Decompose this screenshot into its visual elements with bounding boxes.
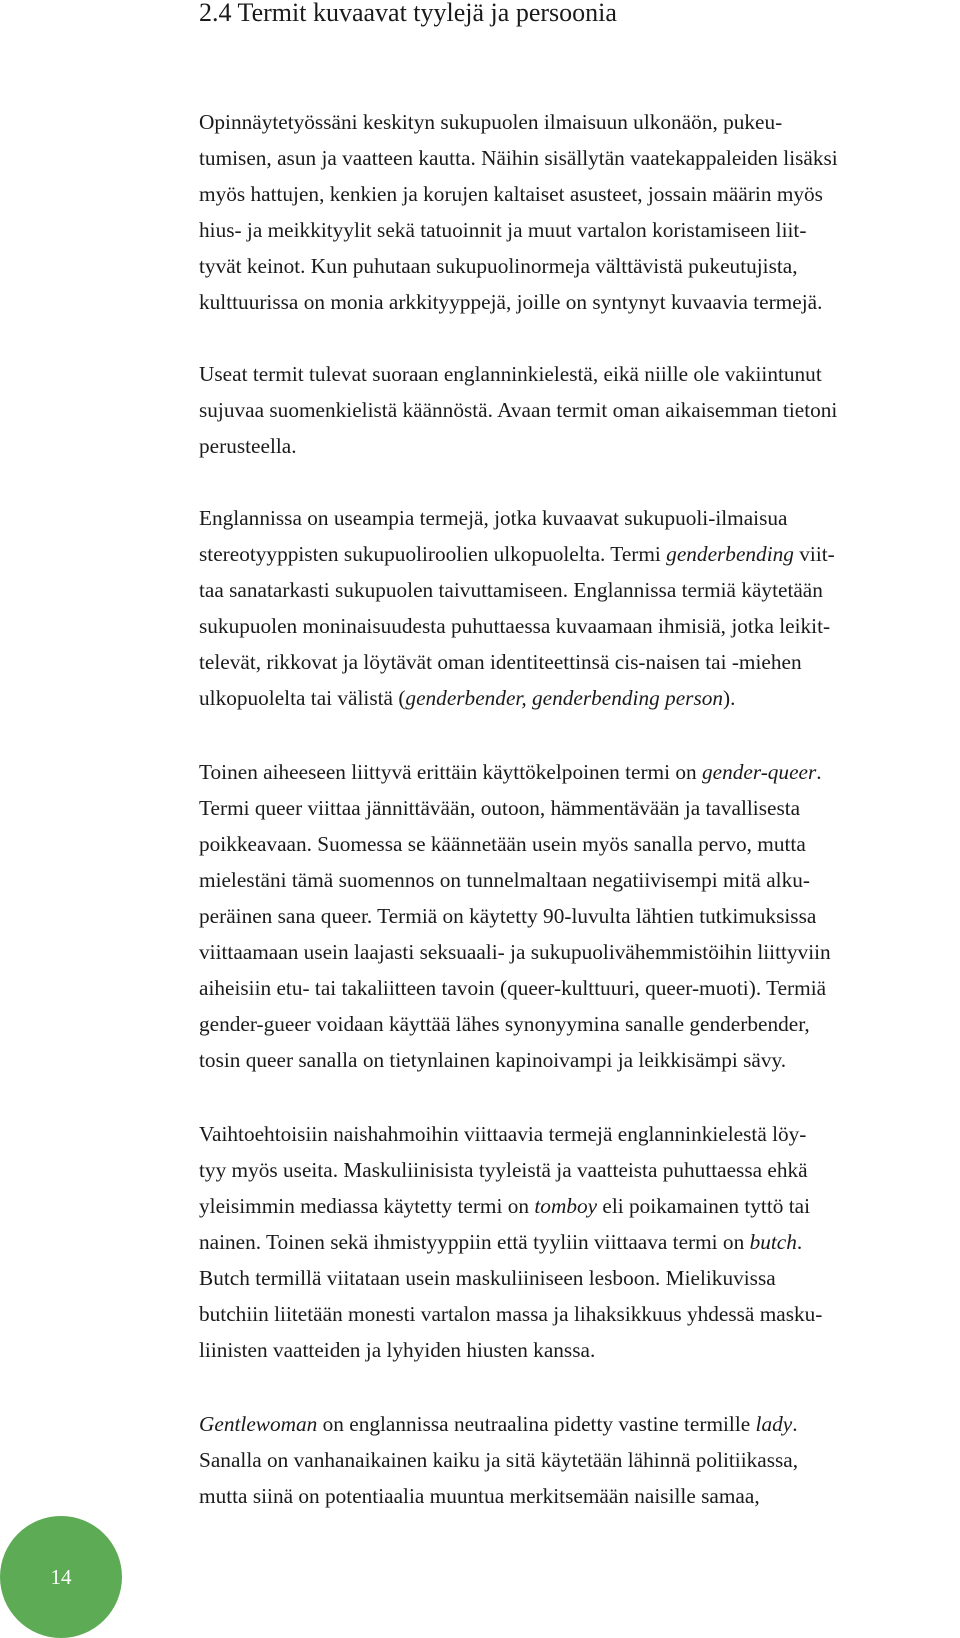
text-line: taa sanatarkasti sukupuolen taivuttamiseen. Englannissa termiä käytetään <box>199 578 823 602</box>
text-line: Vaihtoehtoisiin naishahmoihin viittaavia termejä englanninkielestä löy- <box>199 1122 807 1146</box>
paragraph <box>199 500 960 716</box>
paragraph <box>199 1116 960 1368</box>
text-line: poikkeavaan. Suomessa se käännetään usein myös sanalla pervo, mutta <box>199 832 806 856</box>
text-line: Useat termit tulevat suoraan englanninkielestä, eikä niille ole vakiintunut <box>199 362 822 386</box>
paragraph <box>199 356 960 464</box>
text-line: sukupuolen moninaisuudesta puhuttaessa kuvaamaan ihmisiä, jotka leikit- <box>199 614 831 638</box>
paragraph <box>199 754 960 1078</box>
paragraph <box>199 104 960 320</box>
text-line: myös hattujen, kenkien ja korujen kaltaiset asusteet, jossain määrin myös <box>199 182 823 206</box>
text-line: sujuvaa suomenkielistä käännöstä. Avaan termit oman aikaisemman tietoni <box>199 398 838 422</box>
text-line: tyy myös useita. Maskuliinisista tyyleistä ja vaatteista puhuttaessa ehkä <box>199 1158 808 1182</box>
text-line: televät, rikkovat ja löytävät oman identiteettinsä cis-naisen tai -miehen <box>199 650 802 674</box>
text-line: tumisen, asun ja vaatteen kautta. Näihin sisällytän vaatekappaleiden lisäksi <box>199 146 838 170</box>
body-text <box>199 104 960 1550</box>
section-heading: 2.4 Termit kuvaavat tyylejä ja persoonia <box>199 0 617 27</box>
text-line: nainen. Toinen sekä ihmistyyppiin että tyyliin viittaava termi on butch. <box>199 1230 803 1254</box>
text-line: Sanalla on vanhanaikainen kaiku ja sitä käytetään lähinnä politiikassa, <box>199 1448 799 1472</box>
text-line: gender-gueer voidaan käyttää lähes synonyymina sanalle genderbender, <box>199 1012 810 1036</box>
text-line: kulttuurissa on monia arkkityyppejä, joille on syntynyt kuvaavia termejä. <box>199 290 823 314</box>
text-line: ulkopuolelta tai välistä (genderbender, genderbending person). <box>199 686 736 710</box>
page-number-badge <box>0 1516 122 1638</box>
text-line: yleisimmin mediassa käytetty termi on tomboy eli poikamainen tyttö tai <box>199 1194 810 1218</box>
text-line: butchiin liitetään monesti vartalon massa ja lihaksikkuus yhdessä masku- <box>199 1302 823 1326</box>
text-line: Butch termillä viitataan usein maskuliiniseen lesboon. Mielikuvissa <box>199 1266 776 1290</box>
text-line: peräinen sana queer. Termiä on käytetty 90-luvulta lähtien tutkimuksissa <box>199 904 817 928</box>
page-number: 14 <box>50 1564 72 1589</box>
paragraph <box>199 1406 960 1514</box>
text-line: aiheisiin etu- tai takaliitteen tavoin (queer-kulttuuri, queer-muoti). Termiä <box>199 976 827 1000</box>
text-line: perusteella. <box>199 434 297 458</box>
text-line: Termi queer viittaa jännittävään, outoon, hämmentävään ja tavallisesta <box>199 796 801 820</box>
text-line: tyvät keinot. Kun puhutaan sukupuolinormeja välttävistä pukeutujista, <box>199 254 798 278</box>
text-line: Opinnäytetyössäni keskityn sukupuolen ilmaisuun ulkonäön, pukeu- <box>199 110 783 134</box>
text-line: hius- ja meikkityylit sekä tatuoinnit ja muut vartalon koristamiseen liit- <box>199 218 807 242</box>
text-line: tosin queer sanalla on tietynlainen kapinoivampi ja leikkisämpi sävy. <box>199 1048 787 1072</box>
text-line: stereotyyppisten sukupuoliroolien ulkopuolelta. Termi genderbending viit- <box>199 542 835 566</box>
text-line: Gentlewoman on englannissa neutraalina pidetty vastine termille lady. <box>199 1412 798 1436</box>
text-line: mielestäni tämä suomennos on tunnelmaltaan negatiivisempi mitä alku- <box>199 868 810 892</box>
text-line: Toinen aiheeseen liittyvä erittäin käyttökelpoinen termi on gender-queer. <box>199 760 822 784</box>
text-line: viittaamaan usein laajasti seksuaali- ja sukupuolivähemmistöihin liittyviin <box>199 940 831 964</box>
text-line: Englannissa on useampia termejä, jotka kuvaavat sukupuoli-ilmaisua <box>199 506 788 530</box>
text-line: mutta siinä on potentiaalia muuntua merkitsemään naisille samaa, <box>199 1484 760 1508</box>
text-line: liinisten vaatteiden ja lyhyiden hiusten kanssa. <box>199 1338 596 1362</box>
